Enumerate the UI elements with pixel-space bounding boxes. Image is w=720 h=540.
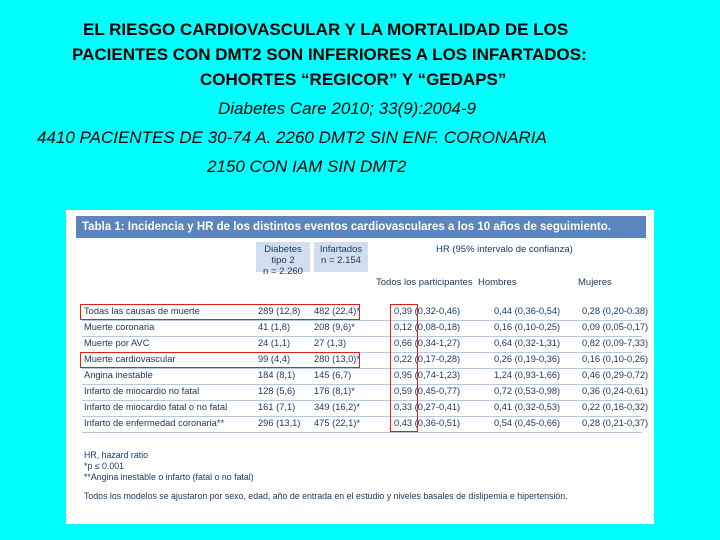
title-line-2: PACIENTES CON DMT2 SON INFERIORES A LOS INFARTADOS: <box>72 45 587 64</box>
col-header-all: Todos los participantes <box>376 277 473 288</box>
citation: Diabetes Care 2010; 33(9):2004-9 <box>218 99 476 118</box>
cell-men: 0,64 (0,32-1,31) <box>494 338 561 348</box>
cell-men: 0,26 (0,19-0,36) <box>494 354 561 364</box>
cell-label: Muerte por AVC <box>84 338 150 348</box>
cohort-summary: 4410 PACIENTES DE 30-74 A. 2260 DMT2 SIN ENF. CORONARIA <box>37 128 547 147</box>
col-header-infartados <box>314 242 368 272</box>
note-p: *p ≤ 0.001 <box>84 461 125 471</box>
cell-inf: 280 (13,0)* <box>314 354 360 364</box>
col-header-infartados-n: n = 2.154 <box>321 255 361 266</box>
cell-inf: 145 (6,7) <box>314 370 352 380</box>
cell-inf: 475 (22,1)* <box>314 418 360 428</box>
cell-diab: 289 (12,8) <box>258 306 301 316</box>
table-row <box>82 417 649 433</box>
cohort-iam: 2150 CON IAM SIN DMT2 <box>207 157 407 176</box>
cell-all: 0,95 (0,74-1,23) <box>394 370 461 380</box>
cell-all: 0,39 (0,32-0,46) <box>394 306 461 316</box>
cell-diab: 99 (4,4) <box>258 354 291 364</box>
highlight-cv-death <box>80 352 360 368</box>
cell-inf: 208 (9,6)* <box>314 322 355 332</box>
cell-women: 0,82 (0,09-7,33) <box>582 338 649 348</box>
cell-women: 0,46 (0,29-0,72) <box>582 370 649 380</box>
cell-women: 0,22 (0,16-0,32) <box>582 402 649 412</box>
col-header-diabetes-label: Diabetes tipo 2 <box>264 244 302 266</box>
cell-inf: 482 (22,4)* <box>314 306 360 316</box>
cell-women: 0,09 (0,05-0,17) <box>582 322 649 332</box>
cell-women: 0,28 (0,20-0.38) <box>582 306 649 316</box>
cell-label: Infarto de enfermedad coronaria** <box>84 418 225 428</box>
cell-label: Todas las causas de muerte <box>84 306 200 316</box>
highlight-hr-column <box>390 304 418 432</box>
cell-diab: 296 (13,1) <box>258 418 301 428</box>
title-line-1: EL RIESGO CARDIOVASCULAR Y LA MORTALIDAD DE LOS <box>83 20 569 39</box>
cell-inf: 27 (1,3) <box>314 338 347 348</box>
cell-label: Muerte coronaria <box>84 322 155 332</box>
cell-men: 0,16 (0,10-0,25) <box>494 322 561 332</box>
table-row <box>82 401 649 417</box>
cell-all: 0,22 (0,17-0,28) <box>394 354 461 364</box>
cell-all: 0,43 (0,36-0,51) <box>394 418 461 428</box>
cell-all: 0,66 (0,34-1,27) <box>394 338 461 348</box>
table-row <box>82 321 649 337</box>
cell-label: Infarto de miocardio no fatal <box>84 386 200 396</box>
col-header-diabetes-n: n = 2.260 <box>263 266 303 277</box>
cell-diab: 128 (5,6) <box>258 386 296 396</box>
note-models: Todos los modelos se ajustaron por sexo, edad, año de entrada en el estudio y niveles basales de dislipemia e hipertensión. <box>84 491 568 501</box>
cell-men: 0,44 (0,36-0,54) <box>494 306 561 316</box>
table-caption: Tabla 1: Incidencia y HR de los distintos eventos cardiovasculares a los 10 años de seguimiento. <box>76 216 646 238</box>
cell-men: 0,41 (0,32-0,53) <box>494 402 561 412</box>
cell-women: 0,36 (0,24-0,61) <box>582 386 649 396</box>
cell-inf: 176 (8,1)* <box>314 386 355 396</box>
note-angina: **Angina inestable o infarto (fatal o no fatal) <box>84 472 254 482</box>
title-line-3: COHORTES “REGICOR” Y “GEDAPS” <box>200 70 507 89</box>
col-header-women: Mujeres <box>578 277 612 288</box>
cell-diab: 24 (1,1) <box>258 338 291 348</box>
col-header-men: Hombres <box>478 277 517 288</box>
cell-all: 0,33 (0,27-0,41) <box>394 402 461 412</box>
col-header-diabetes <box>256 242 310 277</box>
col-header-infartados-label: Infartados <box>319 244 363 255</box>
table-row <box>82 385 649 401</box>
cell-men: 1,24 (0,93-1,66) <box>494 370 561 380</box>
results-table-image <box>66 210 654 524</box>
cell-label: Infarto de miocardio fatal o no fatal <box>84 402 228 412</box>
cell-men: 0,54 (0,45-0,66) <box>494 418 561 428</box>
cell-label: Angina inestable <box>84 370 153 380</box>
cell-label: Muerte cardiovascular <box>84 354 176 364</box>
cell-all: 0,59 (0,45-0,77) <box>394 386 461 396</box>
cell-inf: 349 (16,2)* <box>314 402 360 412</box>
table-row <box>82 337 649 353</box>
col-header-hr: HR (95% intervalo de confianza) <box>436 244 573 255</box>
cell-diab: 41 (1,8) <box>258 322 291 332</box>
cell-men: 0,72 (0,53-0,98) <box>494 386 561 396</box>
table-row <box>82 369 649 385</box>
cell-diab: 161 (7,1) <box>258 402 296 412</box>
cell-all: 0,12 (0,08-0,18) <box>394 322 461 332</box>
cell-diab: 184 (8,1) <box>258 370 296 380</box>
cell-women: 0,28 (0,21-0,37) <box>582 418 649 428</box>
note-hr: HR, hazard ratio <box>84 450 149 460</box>
cell-women: 0,16 (0,10-0,26) <box>582 354 649 364</box>
highlight-all-deaths <box>80 304 360 320</box>
